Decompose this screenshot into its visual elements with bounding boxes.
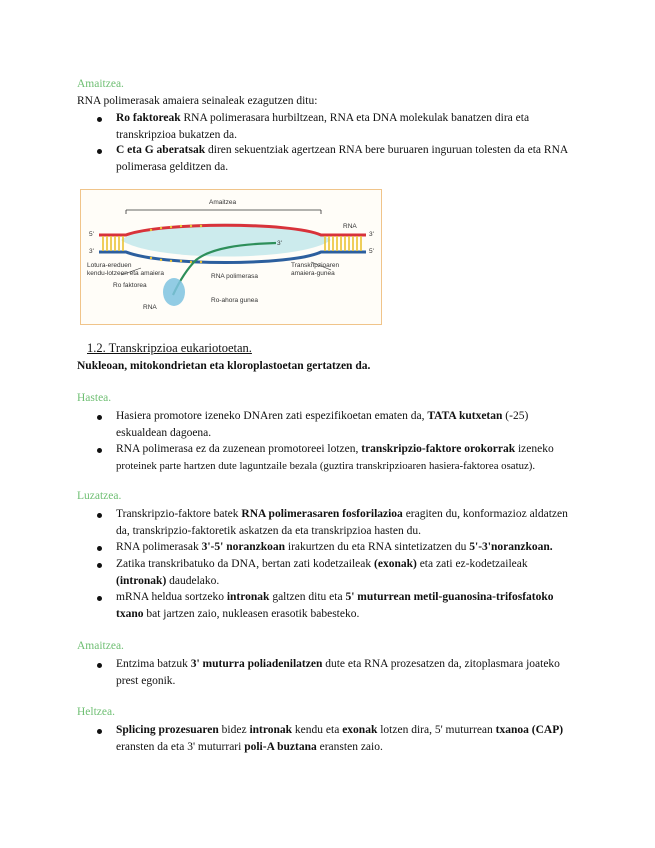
bold-term: (intronak)	[116, 574, 167, 587]
section-title-amaitzea-2: Amaitzea.	[77, 640, 124, 652]
rna-bottom-label: RNA	[143, 304, 157, 311]
bullet-dot	[97, 729, 102, 734]
text: bat jartzen zaio, nukleasen erasotik babesteko.	[143, 607, 360, 620]
text: (-25)	[502, 410, 529, 422]
intro-text: RNA polimerasak amaiera seinaleak ezagutzen ditu:	[77, 95, 318, 107]
bold-term: TATA kutxetan	[427, 410, 503, 422]
text: dute eta RNA prozesatzen da, zitoplasmara joateko	[322, 658, 560, 670]
end-5-left: 5'	[89, 231, 94, 238]
section-title-amaitzea: Amaitzea.	[77, 78, 124, 90]
text: Entzima batzuk	[116, 658, 191, 670]
bullet-luzatzea-4	[116, 589, 596, 622]
text: mRNA heldua sortzeko	[116, 591, 227, 603]
text: eransten da eta 3' muturrari	[116, 740, 245, 753]
bold-term: Ro faktoreak	[116, 112, 181, 124]
rna-label: RNA	[343, 223, 357, 230]
bold-term: 5' muturrean metil-guanosina-trifosfatoko	[345, 591, 554, 603]
rna-3-end: 3'	[277, 240, 282, 247]
bold-term: 3'-5' noranzkoan	[201, 541, 285, 553]
text: izeneko	[515, 443, 554, 455]
bullet-luzatzea-1	[116, 506, 596, 539]
bullet-hastea-2	[116, 441, 596, 474]
bold-term: (exonak)	[374, 558, 417, 570]
text: da, transkripzio-faktoretik askatzen da eta transkripzioa hasten du.	[116, 524, 421, 537]
text: transkripzioa bukatzen da.	[116, 128, 238, 141]
bullet-dot	[97, 563, 102, 568]
text: diren sekuentziak agertzean RNA bere buruaren inguruan tolesten da eta RNA	[205, 144, 569, 156]
right-label-2: amaiera-gunea	[291, 270, 335, 277]
bold-term: txano	[116, 607, 144, 620]
bullet-dot	[97, 415, 102, 420]
text: prest egonik.	[116, 674, 176, 687]
bold-term: poli-A buztana	[244, 740, 317, 753]
text: kendu eta	[292, 724, 343, 736]
text: lotzen dira, 5' muturrean	[377, 724, 496, 736]
bullet-dot	[97, 513, 102, 518]
text: RNA polimerasara hurbiltzean, RNA eta DNA molekulak banatzen dira eta	[180, 112, 530, 124]
end-5-right: 5'	[369, 248, 374, 255]
bold-term: intronak	[249, 724, 293, 736]
bold-term: Splicing prozesuaren	[116, 724, 219, 736]
text: Hasiera promotore izeneko DNAren zati espezifikoetan ematen da,	[116, 410, 428, 422]
dna-bases-right	[325, 236, 361, 251]
text: galtzen ditu eta	[269, 591, 346, 603]
text: RNA polimerasak	[116, 541, 202, 553]
bold-term: intronak	[226, 591, 270, 603]
bullet-dot	[97, 596, 102, 601]
bullet-cg-aberatsak	[116, 142, 596, 175]
bullet-dot	[97, 448, 102, 453]
bold-term: transkripzio-faktore orokorrak	[361, 443, 516, 455]
right-label-1: Transkripzioaren	[291, 262, 340, 269]
heading-1-2: 1.2. Transkripzioa eukariotoetan.	[87, 341, 252, 355]
section-title-hastea: Hastea.	[77, 392, 112, 404]
bullet-dot	[97, 546, 102, 551]
text: Zatika transkribatuko da DNA, bertan zati kodetzaileak	[116, 558, 375, 570]
text: eskualdean dagoena.	[116, 426, 212, 439]
bold-term: exonak	[342, 724, 378, 736]
rho-label: Ro faktorea	[113, 282, 147, 289]
subtitle-nukleoan: Nukleoan, mitokondrietan eta kloroplastoetan gertatzen da.	[77, 360, 371, 372]
bold-term: RNA polimerasaren fosforilazioa	[241, 508, 403, 520]
transcription-termination-figure	[80, 189, 382, 325]
end-3-left: 3'	[89, 248, 94, 255]
text: irakurtzen du eta RNA sintetizatzen du	[285, 541, 470, 553]
bottom-label: Ro-ahora gunea	[211, 297, 258, 304]
text: daudelako.	[166, 574, 220, 587]
text: eragiten du, konformazioz aldatzen	[402, 508, 568, 520]
bullet-luzatzea-3	[116, 556, 596, 589]
end-3-right: 3'	[369, 231, 374, 238]
section-title-luzatzea: Luzatzea.	[77, 490, 122, 502]
bullet-ro-faktoreak	[116, 110, 596, 143]
left-label-2: kendu-lotzeen eta amaiera	[87, 270, 164, 277]
rho-factor-shape	[163, 278, 185, 306]
text: RNA polimerasa ez da zuzenean promotoreei lotzen,	[116, 443, 362, 455]
bullet-dot	[97, 663, 102, 668]
bold-term: 3' muturra poliadenilatzen	[190, 658, 323, 670]
text: proteinek parte hartzen dute laguntzaile bezala (guztira transkripzioaren hasiera-faktorea osatuz).	[116, 459, 536, 472]
rna-polimerasa-label: RNA polimerasa	[211, 273, 258, 280]
text: eransten zaio.	[316, 740, 383, 753]
text: bidez	[218, 724, 250, 736]
text: eta zati ez-kodetzaileak	[416, 558, 528, 570]
figure-title: Amaitzea	[209, 199, 237, 206]
bullet-hastea-1	[116, 408, 596, 441]
dna-bases-left	[103, 236, 123, 251]
left-label-1: Lotura-ereduen	[87, 262, 132, 269]
bold-term: 5'-3'noranzkoan.	[469, 541, 553, 553]
bold-term: txanoa (CAP)	[495, 724, 564, 736]
bold-term: C eta G aberatsak	[116, 144, 206, 156]
bullet-heltzea-1	[116, 722, 596, 755]
text: polimerasa gelditzen da.	[116, 160, 229, 173]
section-title-heltzea: Heltzea.	[77, 706, 115, 718]
bullet-luzatzea-2	[116, 539, 596, 556]
bullet-dot	[97, 149, 102, 154]
text: Transkripzio-faktore batek	[116, 508, 242, 520]
bullet-dot	[97, 117, 102, 122]
bullet-amaitzea-2	[116, 656, 596, 689]
